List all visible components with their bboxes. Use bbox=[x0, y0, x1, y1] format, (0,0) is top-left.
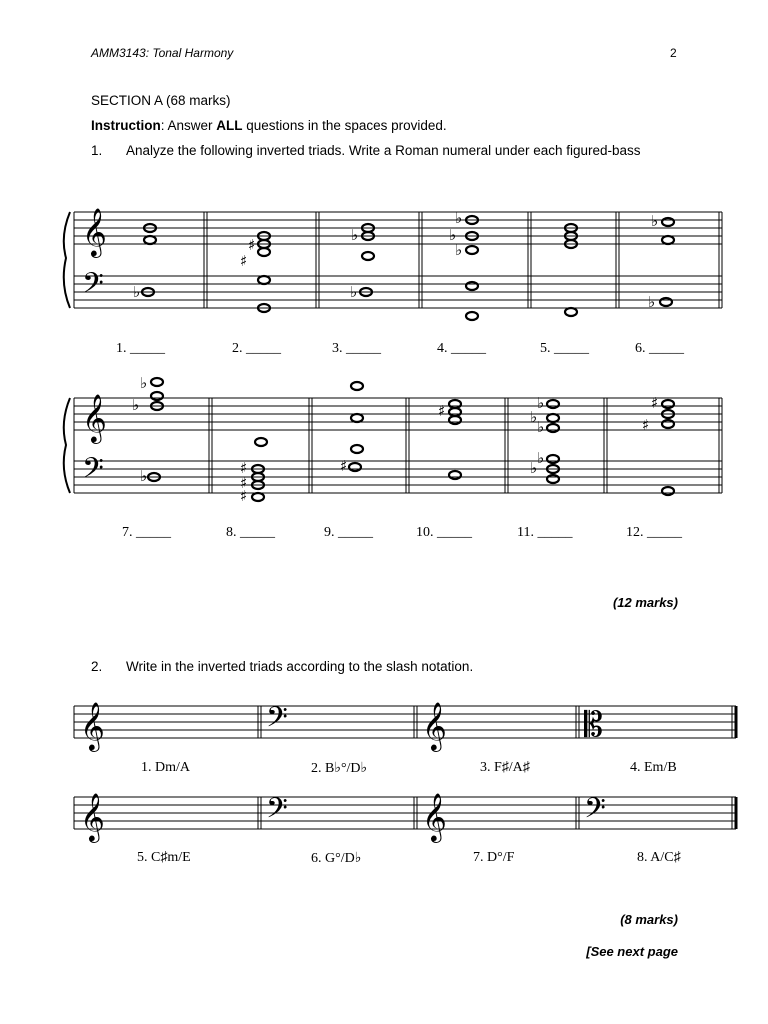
q2-row2-staff bbox=[74, 797, 736, 829]
svg-text:♭: ♭ bbox=[133, 283, 141, 301]
svg-text:♭: ♭ bbox=[455, 241, 463, 259]
svg-text:♭: ♭ bbox=[351, 226, 359, 244]
svg-text:♭: ♭ bbox=[350, 283, 358, 301]
svg-text:♯: ♯ bbox=[240, 474, 248, 492]
treble-clef-icon: 𝄞 bbox=[82, 207, 107, 256]
treble-clef-icon: 𝄞 bbox=[82, 393, 107, 442]
svg-text:♭: ♭ bbox=[537, 418, 545, 436]
svg-text:♭: ♭ bbox=[530, 408, 538, 426]
svg-text:♯: ♯ bbox=[642, 416, 650, 434]
svg-text:♭: ♭ bbox=[648, 293, 656, 311]
svg-text:♭: ♭ bbox=[455, 209, 463, 227]
svg-text:♯: ♯ bbox=[651, 394, 659, 412]
instruction-suffix: questions in the spaces provided. bbox=[242, 118, 447, 133]
q2-row1-staff bbox=[74, 706, 736, 738]
q1-text: Analyze the following inverted triads. Write a Roman numeral under each figured-bass bbox=[126, 143, 641, 158]
page-number: 2 bbox=[670, 46, 677, 60]
treble-clef-icon: 𝄞 bbox=[422, 701, 447, 750]
bass-clef-icon: 𝄢 bbox=[266, 792, 288, 832]
q1-answer-7[interactable]: 7. _____ bbox=[122, 525, 171, 540]
svg-text:♭: ♭ bbox=[140, 374, 148, 392]
q2-label-3: 3. F♯/A♯ bbox=[480, 760, 530, 775]
q1-answer-8[interactable]: 8. _____ bbox=[226, 525, 275, 540]
instruction-label: Instruction bbox=[91, 118, 161, 133]
q1-marks: (12 marks) bbox=[612, 595, 678, 610]
section-title: SECTION A (68 marks) bbox=[91, 93, 231, 108]
q2-text: Write in the inverted triads according to the slash notation. bbox=[126, 659, 474, 674]
treble-clef-icon: 𝄞 bbox=[80, 792, 105, 841]
q1-answer-2[interactable]: 2. _____ bbox=[232, 341, 281, 356]
svg-text:♯: ♯ bbox=[240, 252, 248, 270]
q1-answer-9[interactable]: 9. _____ bbox=[324, 525, 373, 540]
q2-label-7: 7. D°/F bbox=[473, 850, 515, 865]
svg-text:♯: ♯ bbox=[248, 236, 256, 254]
q1-answer-11[interactable]: 11. _____ bbox=[517, 525, 573, 540]
svg-text:♭: ♭ bbox=[651, 212, 659, 230]
svg-text:♯: ♯ bbox=[340, 457, 348, 475]
q2-label-6: 6. G°/D♭ bbox=[311, 851, 362, 866]
alto-clef-icon: 𝄡 bbox=[584, 705, 603, 745]
svg-text:♭: ♭ bbox=[537, 394, 545, 412]
q2-label-4: 4. Em/B bbox=[630, 760, 677, 775]
svg-text:♭: ♭ bbox=[530, 459, 538, 477]
q1-number: 1. bbox=[91, 143, 103, 158]
q1-answer-1[interactable]: 1. _____ bbox=[116, 341, 165, 356]
treble-clef-icon: 𝄞 bbox=[80, 701, 105, 750]
q2-label-1: 1. Dm/A bbox=[141, 760, 190, 775]
bass-clef-icon: 𝄢 bbox=[82, 452, 104, 492]
q1-answer-12[interactable]: 12. _____ bbox=[626, 525, 682, 540]
q2-label-2: 2. B♭°/D♭ bbox=[311, 761, 368, 776]
bass-clef-icon: 𝄢 bbox=[584, 792, 606, 832]
course-header: AMM3143: Tonal Harmony bbox=[91, 46, 234, 60]
instruction-prefix: : Answer bbox=[160, 118, 217, 133]
svg-text:♭: ♭ bbox=[537, 449, 545, 467]
q1-answer-6[interactable]: 6. _____ bbox=[635, 341, 684, 356]
instruction-emphasis: ALL bbox=[216, 118, 243, 133]
treble-clef-icon: 𝄞 bbox=[422, 792, 447, 841]
bass-clef-icon: 𝄢 bbox=[82, 267, 104, 307]
q2-label-5: 5. C♯m/E bbox=[137, 850, 191, 865]
svg-text:♯: ♯ bbox=[240, 459, 248, 477]
svg-text:♯: ♯ bbox=[240, 487, 248, 505]
q1-answer-3[interactable]: 3. _____ bbox=[332, 341, 381, 356]
svg-text:♭: ♭ bbox=[449, 226, 457, 244]
q1-answer-5[interactable]: 5. _____ bbox=[540, 341, 589, 356]
q2-marks: (8 marks) bbox=[620, 912, 678, 927]
q1-answer-4[interactable]: 4. _____ bbox=[437, 341, 486, 356]
q2-label-8: 8. A/C♯ bbox=[637, 850, 681, 865]
see-next-page: [See next page bbox=[586, 944, 678, 959]
svg-text:♭: ♭ bbox=[132, 396, 140, 414]
q2-number: 2. bbox=[91, 659, 103, 674]
q1-answer-10[interactable]: 10. _____ bbox=[416, 525, 472, 540]
bass-clef-icon: 𝄢 bbox=[266, 701, 288, 741]
svg-text:♭: ♭ bbox=[140, 467, 148, 485]
svg-text:♯: ♯ bbox=[438, 402, 446, 420]
